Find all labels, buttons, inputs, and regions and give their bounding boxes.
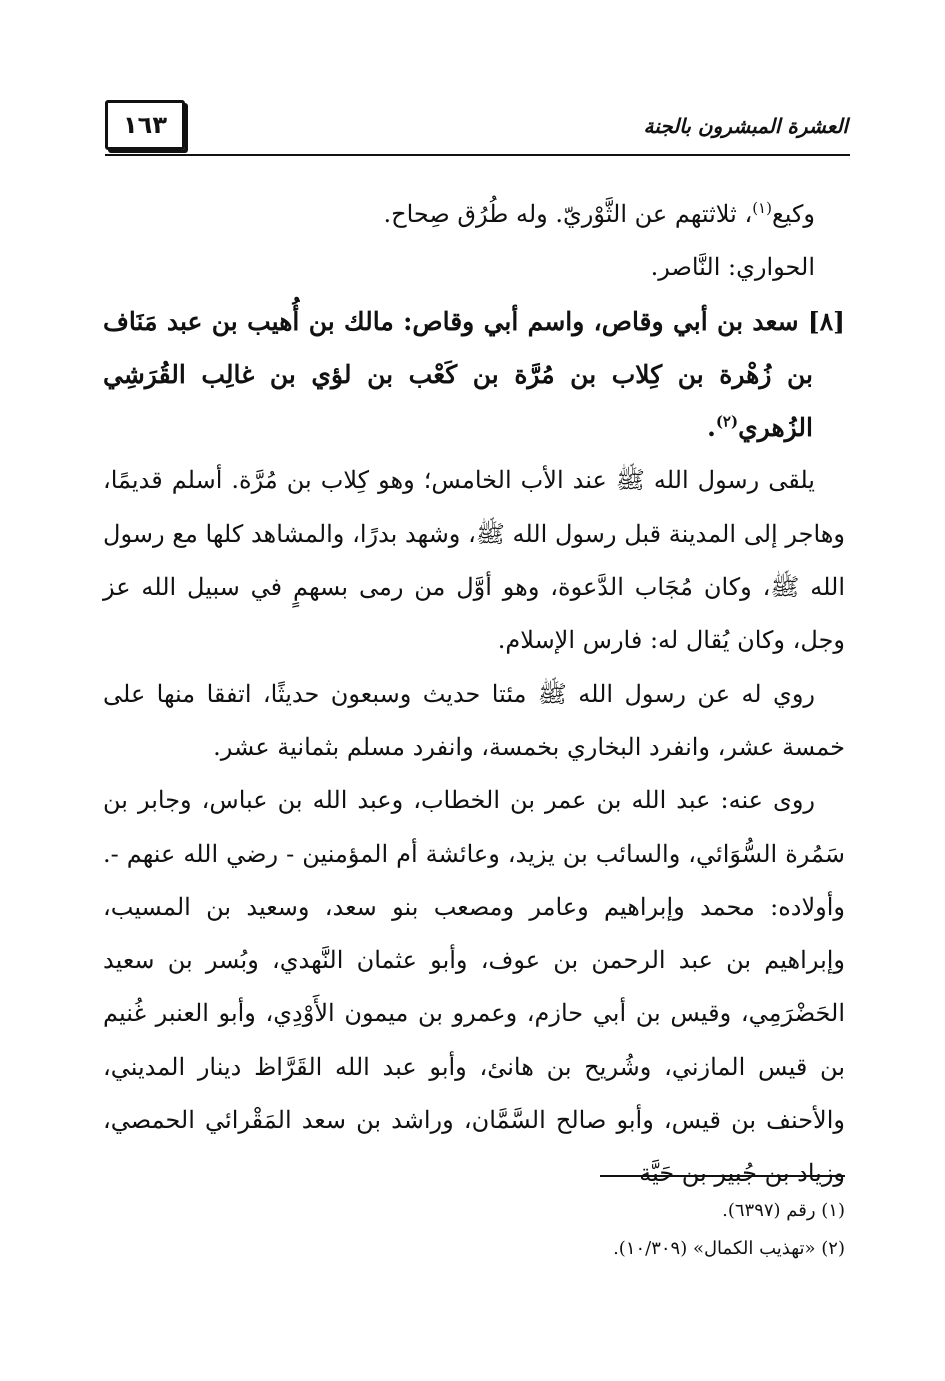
paragraph-hawari: الحواري: النَّاصر. <box>650 253 815 282</box>
paragraph-continuation: وكيع$^{(١)}$، ثلاثتهم عن الثَّوْريّ. وله طُرُق صِحاح. <box>383 199 815 228</box>
header-rule <box>105 154 850 156</box>
footnote-rule <box>600 1175 845 1177</box>
paragraph-biography: يلقى رسول الله ﷺ عند الأب الخامس؛ وهو كِلاب بن مُرَّة. أسلم قديمًا، وهاجر إلى المدينة قبل رسول الله ﷺ، وشهد بدرًا، والمشاهد كلها مع رسول الله ﷺ، وكان مُجَاب الدَّعوة، وهو أوَّل من رمى بسهمٍ في سبيل الله عز وجل، وكان يُقال له: فارس الإسلام. <box>103 466 845 655</box>
paragraph-narrators: روى عنه: عبد الله بن عمر بن الخطاب، وعبد الله بن عباس، وجابر بن سَمُرة السُّوَائي، والسائب بن يزيد، وعائشة أم المؤمنين - رضي الله عنهم -. وأولاده: محمد وإبراهيم وعامر ومصعب بنو سعد، وسعيد بن المسيب، وإبراهيم بن عبد الرحمن بن عوف، وأبو عثمان النَّهدي، وبُسر بن سعيد الحَضْرَمِي، وقيس بن أبي حازم، وعمرو بن ميمون الأَوْدِي، وأبو العنبر غُنيم بن قيس المازني، وشُريح بن هانئ، وأبو عبد الله القَرَّاظ دينار المديني، والأحنف بن قيس، وأبو صالح السَّمَّان، وراشد بن سعد المَقْرائي الحمصي، وزياد بن جُبير بن حَيَّة <box>103 786 846 1188</box>
footnote-1: (١) رقم (٦٣٩٧). <box>722 1200 845 1221</box>
page-header <box>100 98 850 160</box>
running-title: العشرة المبشرون بالجنة <box>643 114 848 138</box>
main-text <box>103 188 845 1201</box>
footnotes <box>103 1192 845 1268</box>
entry-heading: [٨] سعد بن أبي وقاص، واسم أبي وقاص: مالك بن أُهيب بن عبد مَنَاف بن زُهْرة بن كِلاب بن مُرَّة بن كَعْب بن لؤي بن غالِب القُرَشِي الزُهري$^{(٢)}$. <box>103 306 845 443</box>
footnote-ref: (٢) <box>715 412 739 431</box>
page-number: ١٦٣ <box>105 100 185 150</box>
footnote-2: (٢) «تهذيب الكمال» (١٠/٣٠٩). <box>613 1238 845 1259</box>
paragraph-hadith-count: روي له عن رسول الله ﷺ مئتا حديث وسبعون حديثًا، اتفقا منها على خمسة عشر، وانفرد البخاري بخمسة، وانفرد مسلم بثمانية عشر. <box>103 679 845 761</box>
footnote-ref: (١) <box>752 199 772 217</box>
